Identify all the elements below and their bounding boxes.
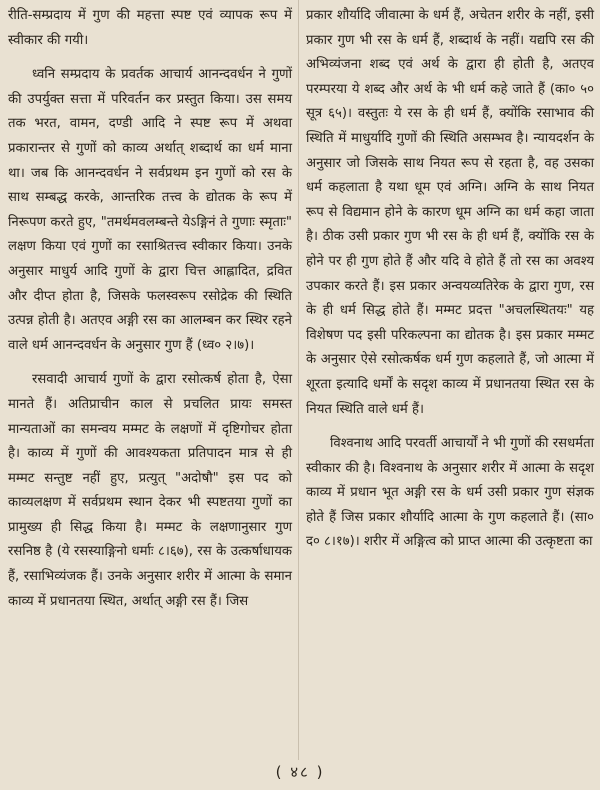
left-column — [8, 4, 292, 614]
page-number: ( ४८ ) — [275, 763, 325, 781]
column-divider — [298, 0, 299, 760]
paragraph: रीति-सम्प्रदाय में गुण की महत्ता स्पष्ट एवं व्यापक रूप में स्वीकार की गयी। — [8, 8, 292, 48]
paragraph: प्रकार शौर्यादि जीवात्मा के धर्म हैं, अचेतन शरीर के नहीं, इसी प्रकार गुण भी रस के धर्म हैं, शब्दार्थ के नहीं। यद्यपि रस की अभिव्यंजना शब्द एवं अर्थ के द्वारा ही होती है, अतएव परम्परया ये शब्द और अर्थ के भी धर्म कहे जाते हैं (का० ५० सूत्र ६५)। वस्तुतः ये रस के ही धर्म हैं, क्योंकि रसाभाव की स्थिति में माधुर्यादि गुणों की स्थिति असम्भव है। न्यायदर्शन के अनुसार जो जिसके साथ नियत रूप से रहता है, वह उसका धर्म कहलाता है यथा धूम एवं अग्नि। अग्नि के साथ नियत रूप से विद्यमान होने के कारण धूम अग्नि का धर्म कहा जाता है। ठीक उसी प्रकार गुण भी रस के ही धर्म हैं, क्योंकि रस के होने पर ही गुण होते हैं और यदि वे होते हैं तो रस का अवश्य उपकार करते हैं। इस प्रकार अन्वयव्यतिरेक के द्वारा गुण, रस के ही धर्म सिद्ध होते हैं। मम्मट प्रदत्त "अचलस्थितयः" यह विशेषण पद इसी परिकल्पना का द्योतक है। इस प्रकार मम्मट के अनुसार ऐसे रसोत्कर्षक धर्म गुण कहलाते हैं, जो आत्मा में शूरता इत्यादि धर्मों के सदृश काव्य में प्रधानतया स्थित रस के नियत स्थिति वाले धर्म हैं। — [306, 8, 594, 417]
paragraph: ध्वनि सम्प्रदाय के प्रवर्तक आचार्य आनन्दवर्धन ने गुणों की उपर्युक्त सत्ता में परिवर्तन कर प्रस्तुत किया। उस समय तक भरत, वामन, दण्डी आदि ने स्पष्ट रूप में अथवा प्रकारान्तर से गुणों को काव्य अर्थात् शब्दार्थ का धर्म माना था। जब कि आनन्दवर्धन ने सर्वप्रथम इन गुणों को रस के साथ सम्बद्ध करके, आन्तरिक तत्त्व के द्योतक के रूप में निरूपण करते हुए, "तमर्थमवलम्बन्ते येऽङ्गिनं ते गुणाः स्मृताः" लक्षण किया एवं गुणों का रसाश्रितत्त्व स्वीकार किया। उनके अनुसार माधुर्य आदि गुणों के द्वारा चित्त आह्लादित, द्रवित और दीप्त होता है, जिसके फलस्वरूप रसोद्रेक की स्थिति उत्पन्न होती है। अतएव अङ्गी रस का आलम्बन कर स्थिर रहने वाले धर्म आनन्दवर्धन के अनुसार गुण हैं (ध्व० २।७)। — [8, 67, 292, 353]
paragraph: रसवादी आचार्य गुणों के द्वारा रसोत्कर्ष होता है, ऐसा मानते हैं। अतिप्राचीन काल से प्रचलित प्रायः समस्त मान्यताओं का समन्वय मम्मट के लक्षणों में दृष्टिगोचर होता है। काव्य में गुणों की आवश्यकता प्रतिपादन मात्र से ही मम्मट सन्तुष्ट नहीं हुए, प्रत्युत् "अदोषौ" इस पद को काव्यलक्षण में सर्वप्रथम स्थान देकर भी स्पष्टतया गुणों का प्रामुख्य ही सिद्ध किया है। मम्मट के लक्षणानुसार गुण रसनिष्ठ है (ये रसस्याङ्गिनो धर्माः ८।६७), रस के उत्कर्षाधायक हैं, रसाभिव्यंजक हैं। उनके अनुसार शरीर में आत्मा के समान काव्य में प्रधानतया स्थित, अर्थात् अङ्गी रस हैं। जिस — [8, 372, 292, 609]
right-column — [306, 4, 594, 555]
paragraph: विश्वनाथ आदि परवर्ती आचार्यों ने भी गुणों की रसधर्मता स्वीकार की है। विश्वनाथ के अनुसार शरीर में आत्मा के सदृश काव्य में प्रधान भूत अङ्गी रस के धर्म उसी प्रकार गुण संज्ञक होते हैं जिस प्रकार शौर्यादि आत्मा के गुण कहलाते हैं। (सा० द० ८।१७)। शरीर में अङ्गित्व को प्राप्त आत्मा की उत्कृष्टता का — [306, 436, 594, 550]
